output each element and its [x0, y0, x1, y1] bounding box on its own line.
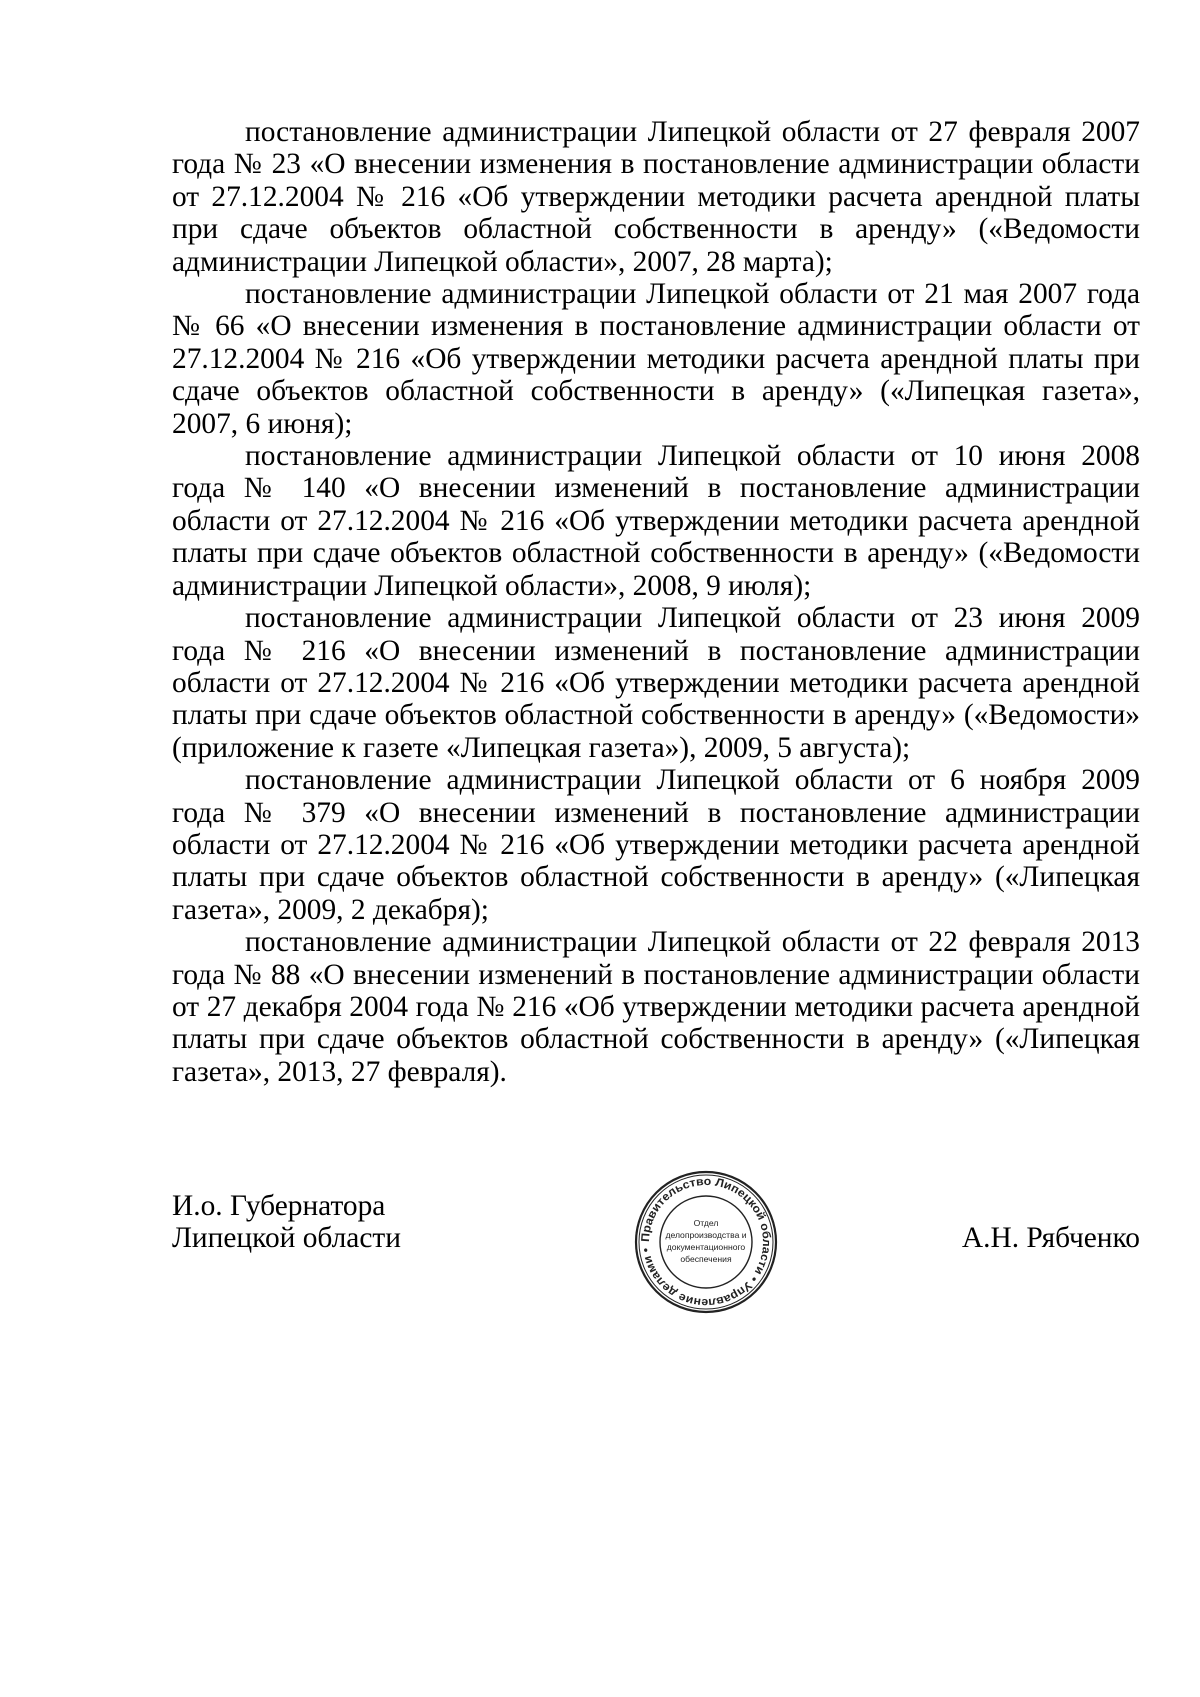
- paragraph-2: постановление администрации Липецкой области от 21 мая 2007 года № 66 «О внесении изменения в постановление администрации области от 27.12.2004 № 216 «Об утверждении методики расчета арендной платы при сдаче объектов областной собственности в аренду» («Липецкая газета», 2007, 6 июня);: [172, 278, 1140, 440]
- signature-block: [172, 1175, 1140, 1340]
- seal-outer-text: Правительство Липецкой области • Управление делами •: [639, 1175, 773, 1309]
- seal-inner-line-4: обеспечения: [680, 1254, 732, 1264]
- seal-inner-line-2: делопроизводства и: [665, 1230, 747, 1240]
- seal-inner-line-3: документационного: [666, 1242, 746, 1252]
- signatory-position: [172, 1190, 401, 1255]
- paragraph-1: постановление администрации Липецкой области от 27 февраля 2007 года № 23 «О внесении изменения в постановление администрации области от 27.12.2004 № 216 «Об утверждении методики расчета арендной платы при сдаче объектов областной собственности в аренду» («Ведомости администрации Липецкой области», 2007, 28 марта);: [172, 116, 1140, 278]
- document-body: [172, 116, 1140, 1088]
- paragraph-5: постановление администрации Липецкой области от 6 ноября 2009 года № 379 «О внесении изменений в постановление администрации области от 27.12.2004 № 216 «Об утверждении методики расчета арендной платы при сдаче объектов областной собственности в аренду» («Липецкая газета», 2009, 2 декабря);: [172, 764, 1140, 926]
- paragraph-3: постановление администрации Липецкой области от 10 июня 2008 года № 140 «О внесении изменений в постановление администрации области от 27.12.2004 № 216 «Об утверждении методики расчета арендной платы при сдаче объектов областной собственности в аренду» («Ведомости администрации Липецкой области», 2008, 9 июля);: [172, 440, 1140, 602]
- paragraph-4: постановление администрации Липецкой области от 23 июня 2009 года № 216 «О внесении изменений в постановление администрации области от 27.12.2004 № 216 «Об утверждении методики расчета арендной платы при сдаче объектов областной собственности в аренду» («Ведомости» (приложение к газете «Липецкая газета»), 2009, 5 августа);: [172, 602, 1140, 764]
- position-line-1: И.о. Губернатора: [172, 1190, 386, 1222]
- seal-inner-line-1: Отдел: [693, 1218, 719, 1228]
- official-seal: [632, 1168, 780, 1316]
- signatory-name: А.Н. Рябченко: [961, 1222, 1140, 1254]
- paragraph-6: постановление администрации Липецкой области от 22 февраля 2013 года № 88 «О внесении изменений в постановление администрации области от 27 декабря 2004 года № 216 «Об утверждении методики расчета арендной платы при сдаче объектов областной собственности в аренду» («Липецкая газета», 2013, 27 февраля).: [172, 926, 1140, 1088]
- position-line-2: Липецкой области: [172, 1222, 401, 1255]
